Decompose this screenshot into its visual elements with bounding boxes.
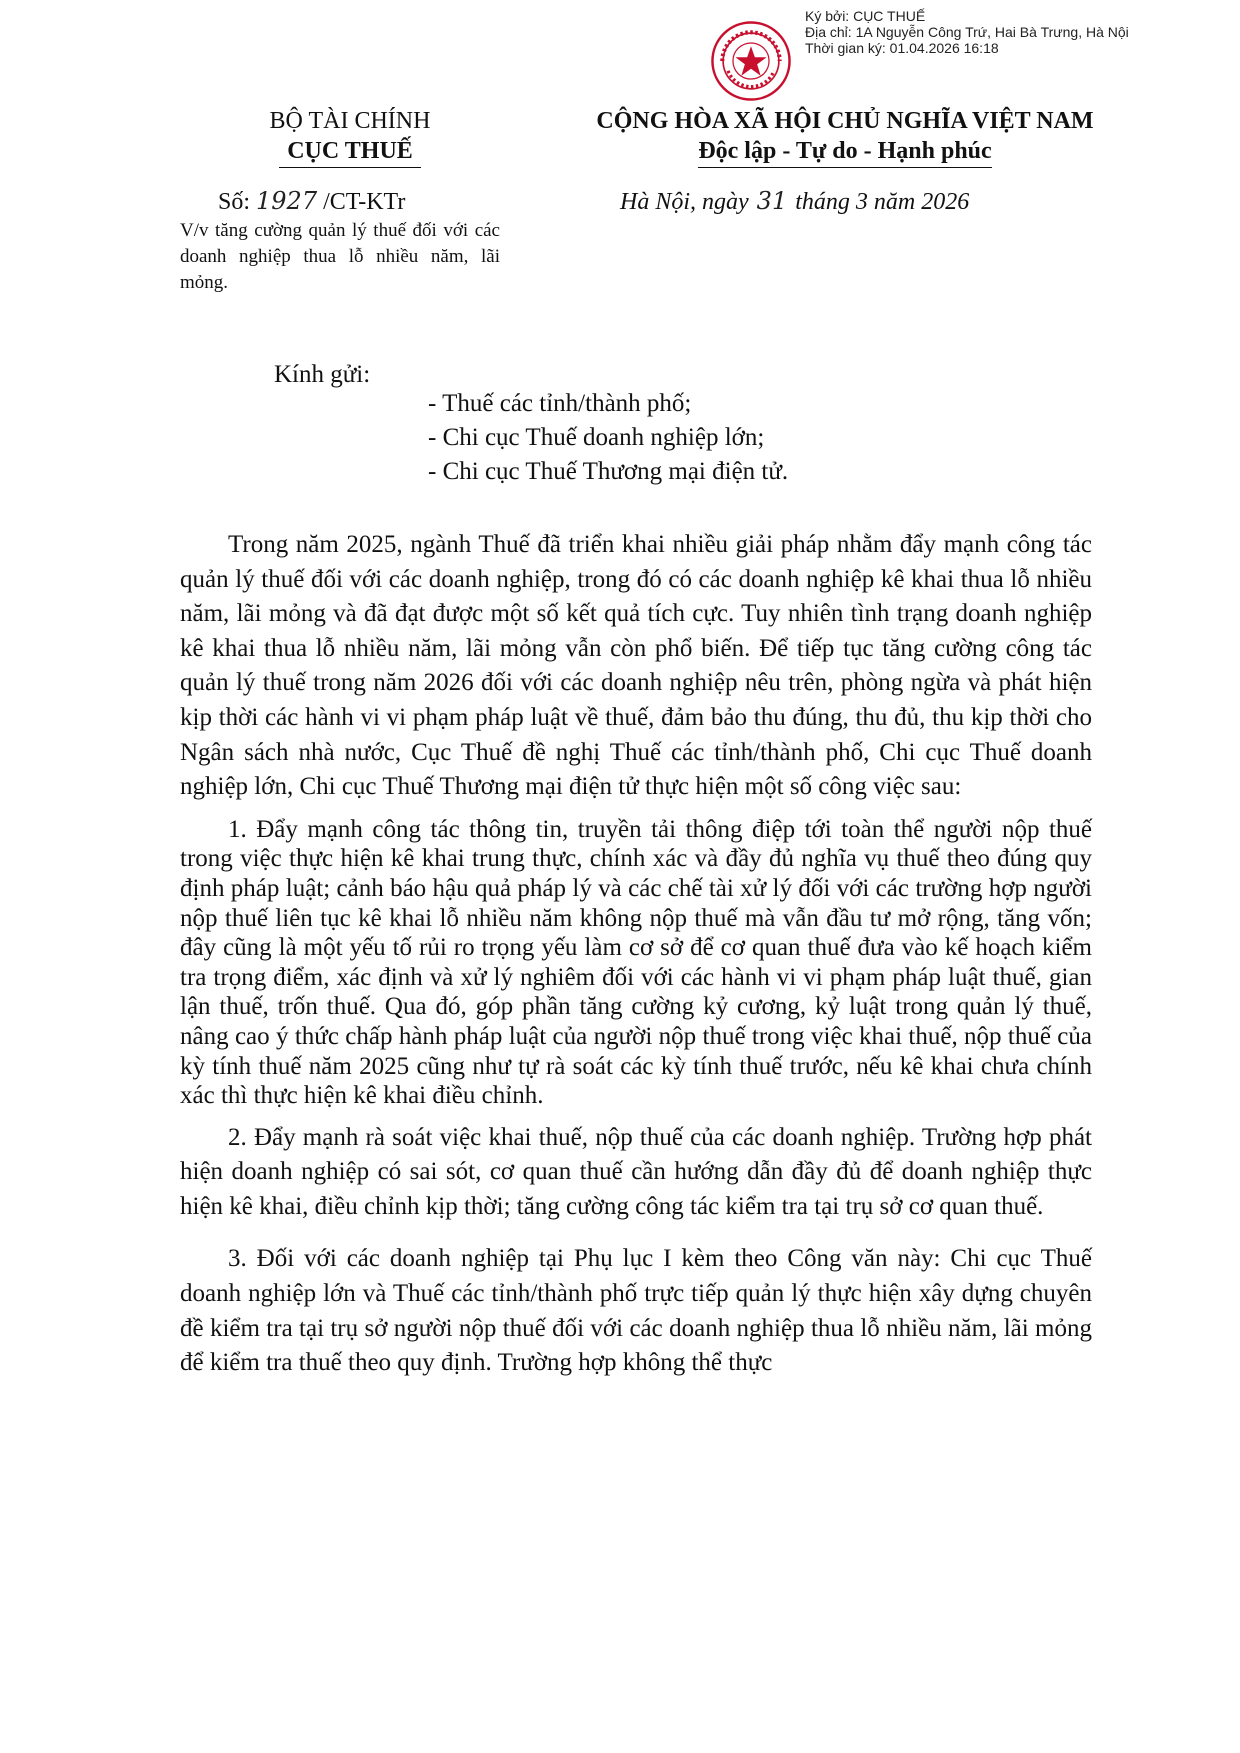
national-header <box>555 106 1135 168</box>
department-underline <box>279 167 421 168</box>
place-and-date <box>620 186 1100 217</box>
recipient-list <box>428 387 788 489</box>
document-number <box>218 186 405 217</box>
item-1-paragraph: 1. Đẩy mạnh công tác thông tin, truyền tải thông điệp tới toàn thể người nộp thuế trong việc thực hiện kê khai trung thực, chính xác và đầy đủ nghĩa vụ thuế theo đúng quy định pháp luật; cảnh báo hậu quả pháp lý và các chế tài xử lý đối với các trường hợp người nộp thuế liên tục kê khai lỗ nhiều năm không nộp thuế mà vẫn đầu tư mở rộng, tăng vốn; đây cũng là một yếu tố rủi ro trọng yếu làm cơ sở để cơ quan thuế đưa vào kế hoạch kiểm tra trọng điểm, xác định và xử lý nghiêm đối với các hành vi vi phạm pháp luật thuế, gian lận thuế, trốn thuế. Qua đó, góp phần tăng cường kỷ cương, kỷ luật trong quản lý thuế, nâng cao ý thức chấp hành pháp luật của người nộp thuế trong việc khai thuế, nộp thuế của kỳ tính thuế năm 2025 cũng như tự rà soát các kỳ tính thuế trước, nếu kê khai chưa chính xác thì thực hiện kê khai điều chỉnh. <box>180 815 1092 1110</box>
date-suffix: tháng 3 năm 2026 <box>795 189 970 215</box>
ministry-name: BỘ TÀI CHÍNH <box>269 108 431 134</box>
date-day-handwritten: 31 <box>756 187 788 215</box>
department-name: CỤC THUẾ <box>287 138 413 164</box>
national-motto: Độc lập - Tự do - Hạnh phúc <box>698 136 991 168</box>
doc-number-suffix: /CT-KTr <box>323 189 406 215</box>
document-body <box>180 528 1092 1381</box>
official-seal-icon <box>710 20 792 102</box>
republic-name: CỘNG HÒA XÃ HỘI CHỦ NGHĨA VIỆT NAM <box>596 108 1094 134</box>
recipient-item: - Chi cục Thuế doanh nghiệp lớn; <box>428 424 765 451</box>
signer-address: Địa chỉ: 1A Nguyễn Công Trứ, Hai Bà Trưng, Hà Nội <box>805 24 1129 40</box>
recipient-item: - Thuế các tỉnh/thành phố; <box>428 390 692 417</box>
item-2-paragraph: 2. Đẩy mạnh rà soát việc khai thuế, nộp thuế của các doanh nghiệp. Trường hợp phát hiện doanh nghiệp có sai sót, cơ quan thuế cần hướng dẫn đầy đủ để doanh nghiệp thực hiện kê khai, điều chỉnh kịp thời; tăng cường công tác kiểm tra tại trụ sở cơ quan thuế. <box>180 1123 1092 1220</box>
item-3-paragraph: 3. Đối với các doanh nghiệp tại Phụ lục I kèm theo Công văn này: Chi cục Thuế doanh nghiệp lớn và Thuế các tỉnh/thành phố trực tiếp quản lý thực hiện xây dựng chuyên đề kiểm tra tại trụ sở người nộp thuế đối với các doanh nghiệp thua lỗ nhiều năm, lãi mỏng để kiểm tra thuế theo quy định. Trường hợp không thể thực <box>180 1245 1092 1377</box>
recipient-item: - Chi cục Thuế Thương mại điện tử. <box>428 458 789 485</box>
document-subject: V/v tăng cường quản lý thuế đối với các doanh nghiệp thua lỗ nhiều năm, lãi mỏng. <box>180 220 500 293</box>
intro-paragraph: Trong năm 2025, ngành Thuế đã triển khai nhiều giải pháp nhằm đẩy mạnh công tác quản lý thuế đối với các doanh nghiệp, trong đó có các doanh nghiệp kê khai thua lỗ nhiều năm, lãi mỏng và đã đạt được một số kết quả tích cực. Tuy nhiên tình trạng doanh nghiệp kê khai thua lỗ nhiều năm, lãi mỏng vẫn còn phổ biến. Để tiếp tục tăng cường công tác quản lý thuế trong năm 2026 đối với các doanh nghiệp nêu trên, phòng ngừa và phát hiện kịp thời các hành vi vi phạm pháp luật về thuế, đảm bảo thu đúng, thu đủ, thu kịp thời cho Ngân sách nhà nước, Cục Thuế đề nghị Thuế các tỉnh/thành phố, Chi cục Thuế doanh nghiệp lớn, Chi cục Thuế Thương mại điện tử thực hiện một số công việc sau: <box>180 531 1092 801</box>
greeting: Kính gửi: <box>274 361 371 388</box>
doc-number-prefix: Số: <box>218 189 251 215</box>
digital-signature-info <box>805 8 1129 56</box>
signed-by: Ký bởi: CỤC THUẾ <box>805 8 926 24</box>
doc-number-handwritten: 1927 <box>256 187 318 215</box>
signed-time: Thời gian ký: 01.04.2026 16:18 <box>805 40 999 56</box>
issuing-agency <box>180 106 520 168</box>
date-prefix: Hà Nội, ngày <box>620 189 749 215</box>
